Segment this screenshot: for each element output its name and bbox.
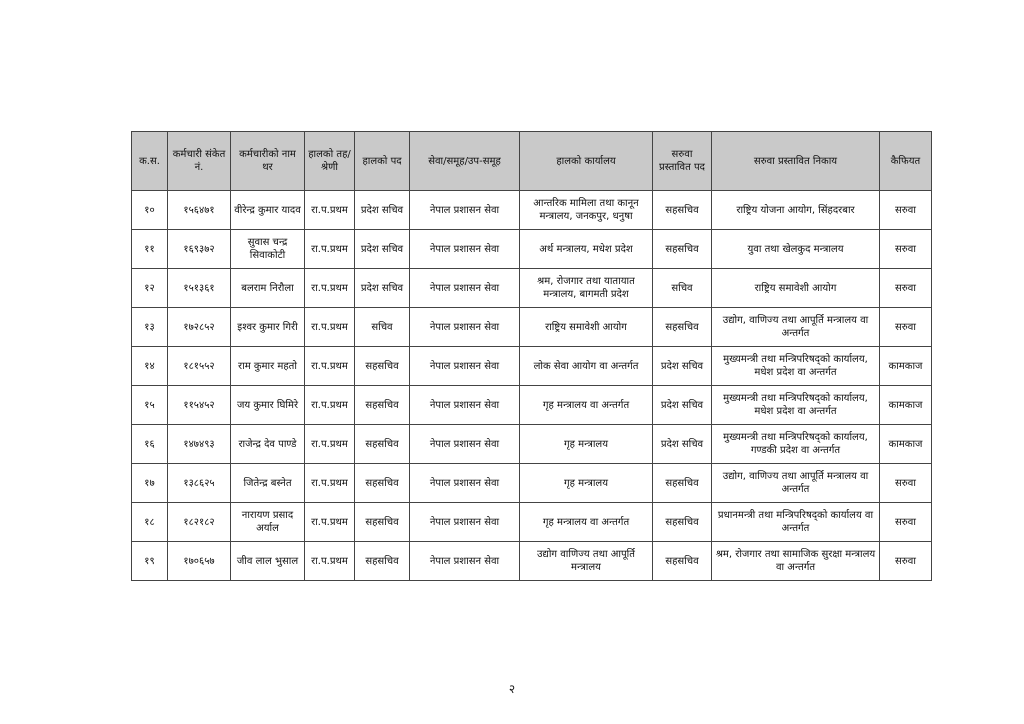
cell-employee-name: राजेन्द्र देव पाण्डे	[231, 425, 305, 464]
cell-proposed-agency: उद्योग, वाणिज्य तथा आपूर्ति मन्त्रालय वा अन्तर्गत	[712, 308, 880, 347]
cell-current-level: रा.प.प्रथम	[305, 191, 355, 230]
table-row	[132, 191, 932, 230]
cell-service-group: नेपाल प्रशासन सेवा	[410, 230, 520, 269]
cell-serial: १५	[132, 386, 168, 425]
cell-serial: १७	[132, 464, 168, 503]
cell-remarks: सरुवा	[880, 503, 932, 542]
cell-current-office: राष्ट्रिय समावेशी आयोग	[520, 308, 653, 347]
cell-remarks: सरुवा	[880, 269, 932, 308]
cell-proposed-post: सचिव	[653, 269, 712, 308]
cell-employee-code: १८२१८२	[168, 503, 231, 542]
cell-current-office: आन्तरिक मामिला तथा कानून मन्त्रालय, जनकपुर, धनुषा	[520, 191, 653, 230]
cell-current-level: रा.प.प्रथम	[305, 503, 355, 542]
cell-current-office: गृह मन्त्रालय वा अन्तर्गत	[520, 503, 653, 542]
cell-proposed-agency: श्रम, रोजगार तथा सामाजिक सुरक्षा मन्त्रालय वा अन्तर्गत	[712, 542, 880, 581]
header-proposed-post: सरुवा प्रस्तावित पद	[653, 132, 712, 191]
cell-service-group: नेपाल प्रशासन सेवा	[410, 542, 520, 581]
cell-proposed-post: सहसचिव	[653, 230, 712, 269]
cell-employee-name: इश्वर कुमार गिरी	[231, 308, 305, 347]
cell-proposed-post: सहसचिव	[653, 542, 712, 581]
cell-current-level: रा.प.प्रथम	[305, 464, 355, 503]
cell-proposed-post: सहसचिव	[653, 503, 712, 542]
cell-proposed-post: सहसचिव	[653, 464, 712, 503]
cell-current-office: गृह मन्त्रालय वा अन्तर्गत	[520, 386, 653, 425]
cell-current-level: रा.प.प्रथम	[305, 425, 355, 464]
cell-proposed-post: प्रदेश सचिव	[653, 425, 712, 464]
cell-current-level: रा.प.प्रथम	[305, 386, 355, 425]
table-row	[132, 386, 932, 425]
header-remarks: कैफियत	[880, 132, 932, 191]
cell-employee-code: १७२८५२	[168, 308, 231, 347]
header-service-group: सेवा/समूह/उप-समूह	[410, 132, 520, 191]
cell-current-post: सहसचिव	[355, 542, 410, 581]
cell-remarks: कामकाज	[880, 347, 932, 386]
cell-current-level: रा.प.प्रथम	[305, 269, 355, 308]
cell-remarks: सरुवा	[880, 308, 932, 347]
cell-employee-code: १६९३७२	[168, 230, 231, 269]
cell-proposed-agency: मुख्यमन्त्री तथा मन्त्रिपरिषद्को कार्यालय, मधेश प्रदेश वा अन्तर्गत	[712, 347, 880, 386]
cell-current-office: लोक सेवा आयोग वा अन्तर्गत	[520, 347, 653, 386]
cell-service-group: नेपाल प्रशासन सेवा	[410, 386, 520, 425]
header-current-office: हालको कार्यालय	[520, 132, 653, 191]
cell-current-level: रा.प.प्रथम	[305, 542, 355, 581]
cell-employee-code: ११५४५२	[168, 386, 231, 425]
cell-current-level: रा.प.प्रथम	[305, 308, 355, 347]
cell-employee-name: वीरेन्द्र कुमार यादव	[231, 191, 305, 230]
cell-proposed-post: प्रदेश सचिव	[653, 347, 712, 386]
cell-current-post: सहसचिव	[355, 347, 410, 386]
cell-current-post: प्रदेश सचिव	[355, 191, 410, 230]
cell-remarks: सरुवा	[880, 230, 932, 269]
cell-serial: १०	[132, 191, 168, 230]
header-employee-name: कर्मचारीको नाम थर	[231, 132, 305, 191]
cell-remarks: सरुवा	[880, 542, 932, 581]
cell-remarks: सरुवा	[880, 464, 932, 503]
cell-current-level: रा.प.प्रथम	[305, 230, 355, 269]
page-number: २	[508, 682, 516, 696]
cell-current-office: श्रम, रोजगार तथा यातायात मन्त्रालय, बागमती प्रदेश	[520, 269, 653, 308]
cell-proposed-agency: मुख्यमन्त्री तथा मन्त्रिपरिषद्को कार्यालय, गण्डकी प्रदेश वा अन्तर्गत	[712, 425, 880, 464]
cell-serial: १६	[132, 425, 168, 464]
cell-current-post: सहसचिव	[355, 386, 410, 425]
header-employee-code: कर्मचारी संकेत नं.	[168, 132, 231, 191]
header-current-post: हालको पद	[355, 132, 410, 191]
table-row	[132, 425, 932, 464]
table-row	[132, 464, 932, 503]
table-row	[132, 542, 932, 581]
cell-current-post: सचिव	[355, 308, 410, 347]
cell-employee-name: राम कुमार महतो	[231, 347, 305, 386]
header-row	[132, 132, 932, 191]
cell-remarks: कामकाज	[880, 386, 932, 425]
cell-employee-code: १५१३६१	[168, 269, 231, 308]
cell-employee-code: १३८६२५	[168, 464, 231, 503]
cell-service-group: नेपाल प्रशासन सेवा	[410, 347, 520, 386]
cell-service-group: नेपाल प्रशासन सेवा	[410, 308, 520, 347]
cell-proposed-post: सहसचिव	[653, 191, 712, 230]
header-proposed-agency: सरुवा प्रस्तावित निकाय	[712, 132, 880, 191]
table-row	[132, 308, 932, 347]
cell-employee-code: १७०६५७	[168, 542, 231, 581]
cell-serial: ११	[132, 230, 168, 269]
cell-employee-code: १५६४७१	[168, 191, 231, 230]
cell-employee-code: १४७४९३	[168, 425, 231, 464]
table-row	[132, 230, 932, 269]
transfer-table	[131, 131, 932, 581]
cell-service-group: नेपाल प्रशासन सेवा	[410, 191, 520, 230]
cell-serial: १२	[132, 269, 168, 308]
cell-current-post: सहसचिव	[355, 464, 410, 503]
cell-employee-name: नारायण प्रसाद अर्याल	[231, 503, 305, 542]
cell-current-office: उद्योग वाणिज्य तथा आपूर्ति मन्त्रालय	[520, 542, 653, 581]
header-serial: क.स.	[132, 132, 168, 191]
cell-employee-code: १८१५५२	[168, 347, 231, 386]
cell-employee-name: जय कुमार घिमिरे	[231, 386, 305, 425]
cell-current-post: प्रदेश सचिव	[355, 269, 410, 308]
cell-service-group: नेपाल प्रशासन सेवा	[410, 464, 520, 503]
cell-proposed-agency: राष्ट्रिय समावेशी आयोग	[712, 269, 880, 308]
cell-employee-name: जीव लाल भुसाल	[231, 542, 305, 581]
cell-remarks: सरुवा	[880, 191, 932, 230]
cell-employee-name: बलराम निरौला	[231, 269, 305, 308]
cell-current-office: गृह मन्त्रालय	[520, 425, 653, 464]
cell-proposed-agency: उद्योग, वाणिज्य तथा आपूर्ति मन्त्रालय वा अन्तर्गत	[712, 464, 880, 503]
cell-serial: १९	[132, 542, 168, 581]
cell-current-level: रा.प.प्रथम	[305, 347, 355, 386]
cell-employee-name: सुवास चन्द्र सिवाकोटी	[231, 230, 305, 269]
cell-serial: १४	[132, 347, 168, 386]
cell-proposed-agency: प्रधानमन्त्री तथा मन्त्रिपरिषद्को कार्यालय वा अन्तर्गत	[712, 503, 880, 542]
cell-current-post: सहसचिव	[355, 503, 410, 542]
cell-service-group: नेपाल प्रशासन सेवा	[410, 503, 520, 542]
cell-proposed-agency: मुख्यमन्त्री तथा मन्त्रिपरिषद्को कार्यालय, मधेश प्रदेश वा अन्तर्गत	[712, 386, 880, 425]
cell-remarks: कामकाज	[880, 425, 932, 464]
cell-proposed-agency: युवा तथा खेलकुद मन्त्रालय	[712, 230, 880, 269]
cell-proposed-post: सहसचिव	[653, 308, 712, 347]
cell-serial: १८	[132, 503, 168, 542]
cell-current-post: सहसचिव	[355, 425, 410, 464]
cell-current-office: अर्थ मन्त्रालय, मधेश प्रदेश	[520, 230, 653, 269]
cell-current-post: प्रदेश सचिव	[355, 230, 410, 269]
cell-proposed-agency: राष्ट्रिय योजना आयोग, सिंहदरबार	[712, 191, 880, 230]
table-row	[132, 347, 932, 386]
cell-service-group: नेपाल प्रशासन सेवा	[410, 425, 520, 464]
header-current-level: हालको तह/श्रेणी	[305, 132, 355, 191]
table-row	[132, 503, 932, 542]
cell-employee-name: जितेन्द्र बस्नेत	[231, 464, 305, 503]
cell-service-group: नेपाल प्रशासन सेवा	[410, 269, 520, 308]
cell-serial: १३	[132, 308, 168, 347]
cell-current-office: गृह मन्त्रालय	[520, 464, 653, 503]
table-row	[132, 269, 932, 308]
cell-proposed-post: प्रदेश सचिव	[653, 386, 712, 425]
